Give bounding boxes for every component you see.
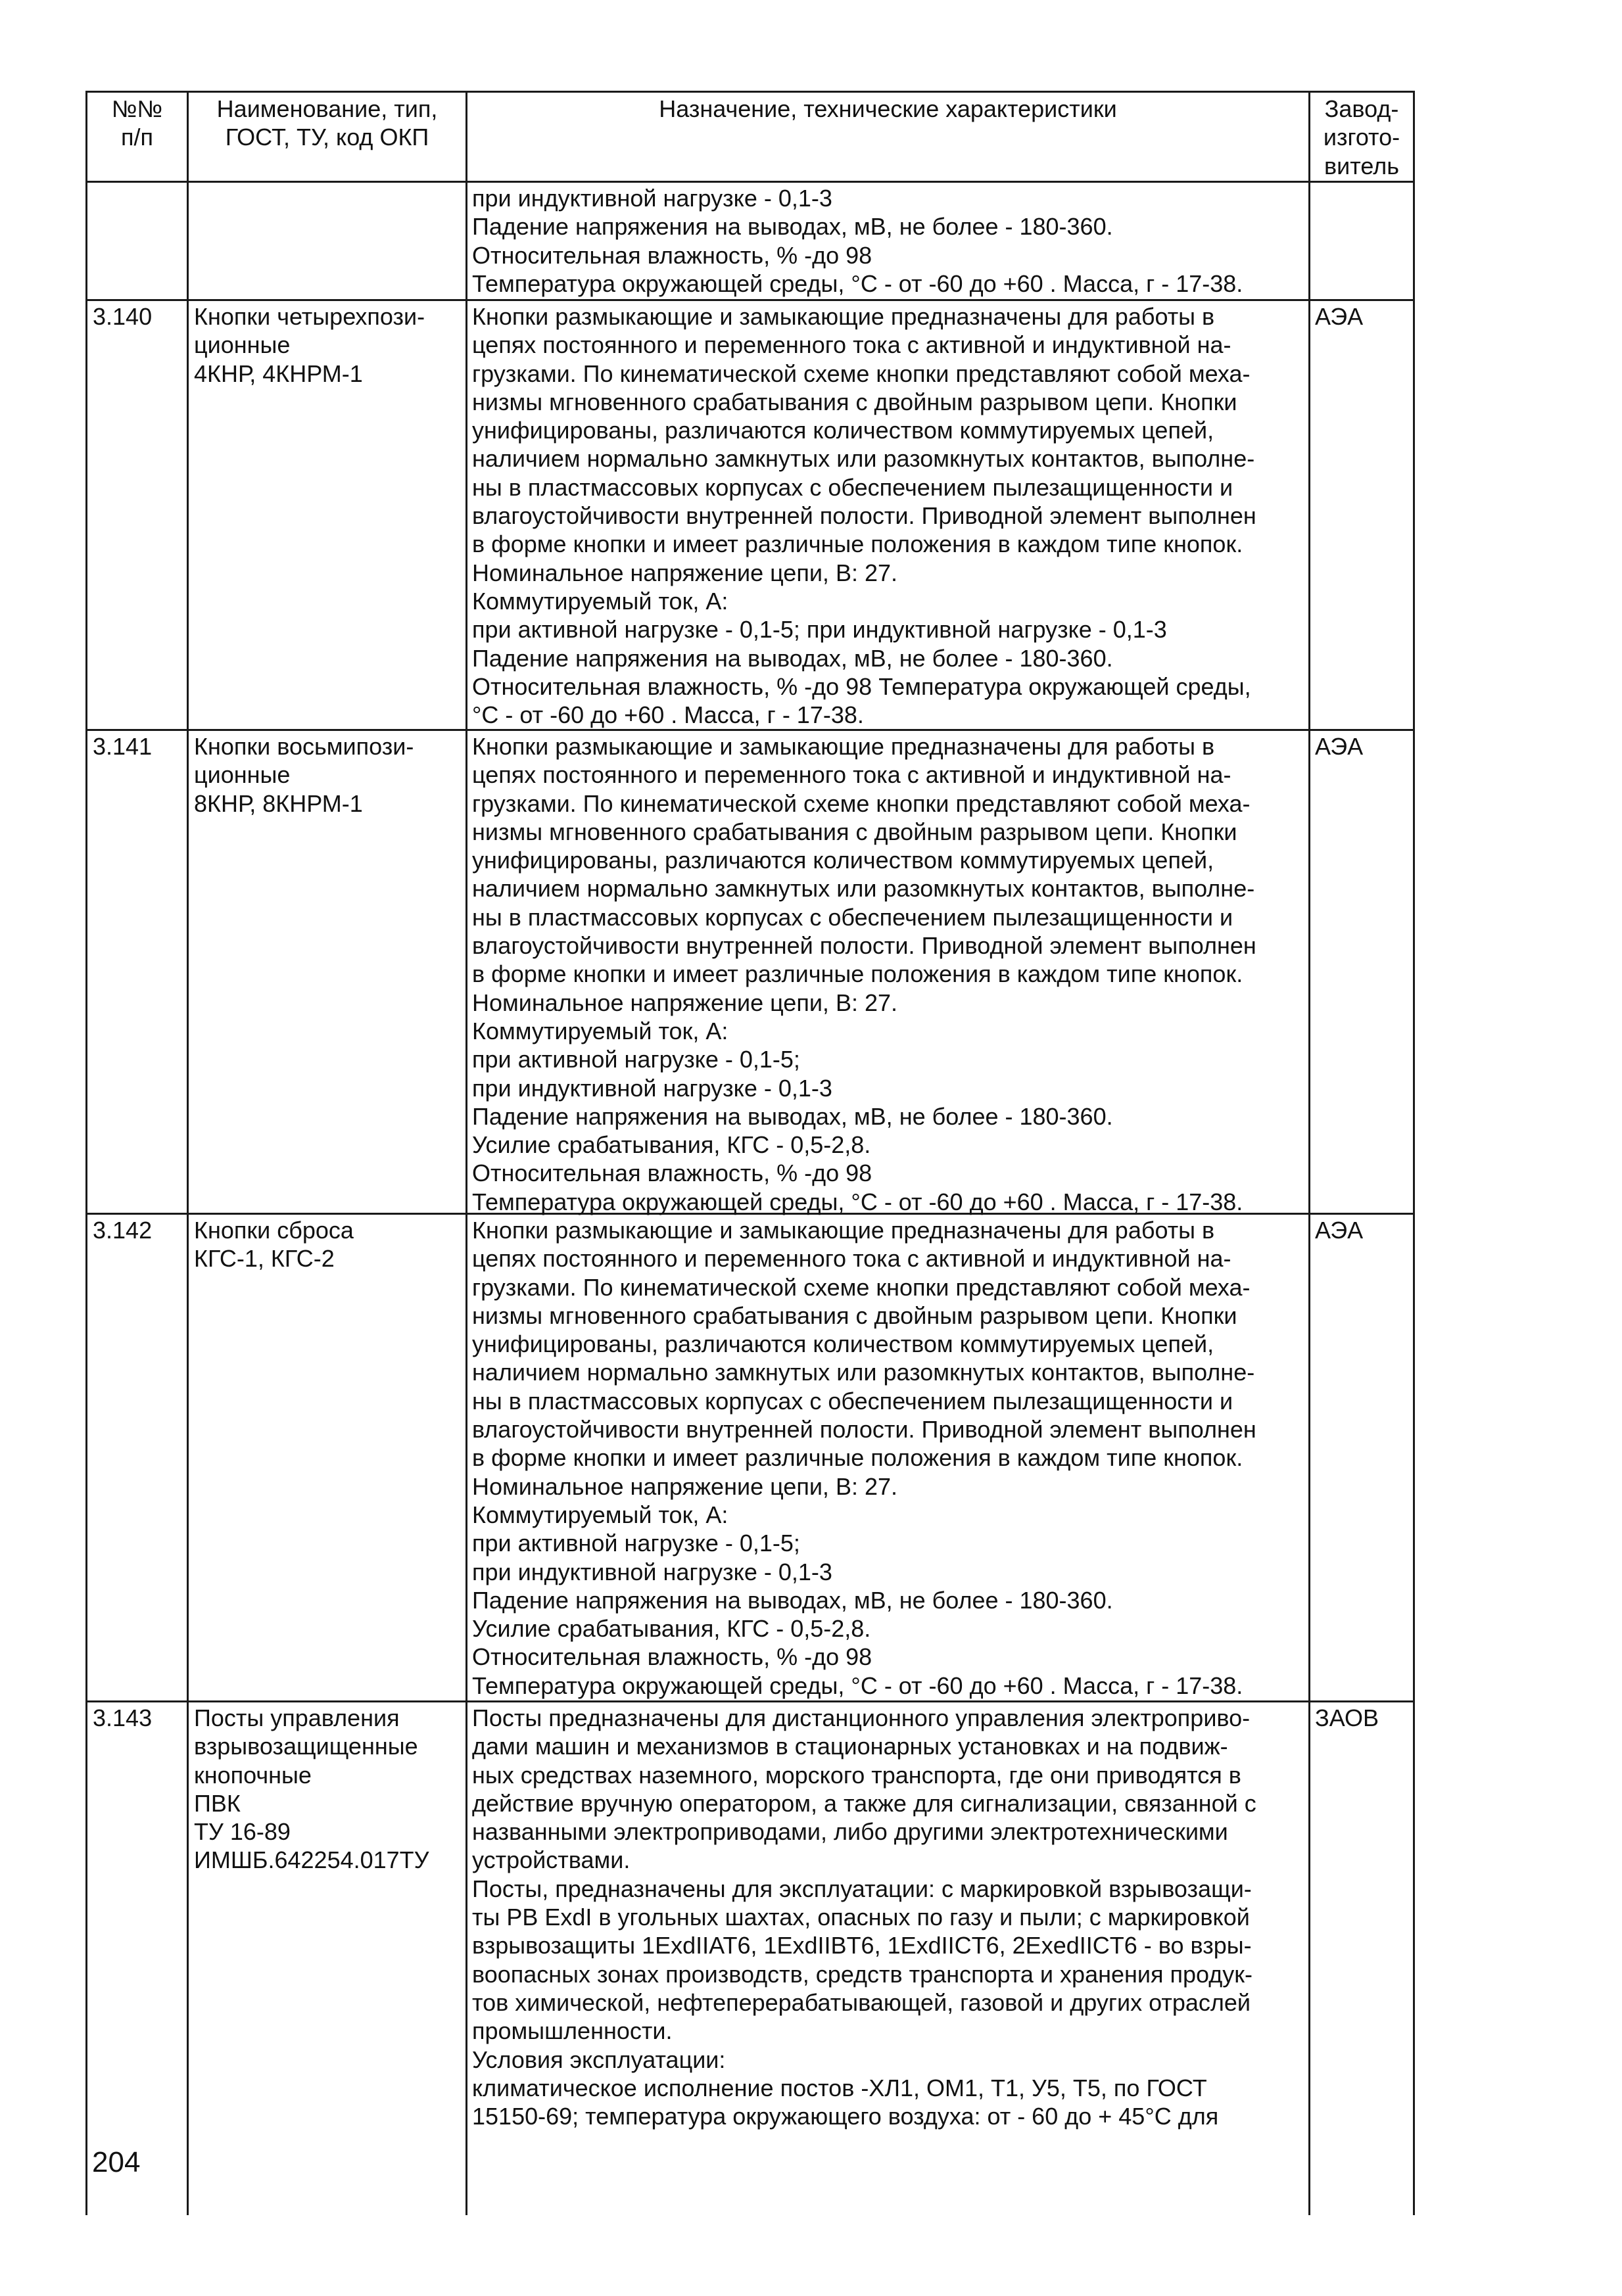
row-num: 3.140 [93,303,153,330]
row-name: Кнопки восьмипози- ционные 8КНР, 8КНРМ-1 [194,733,414,817]
row-description: Посты предназначены для дистанционного управления электроприво- дами машин и механизмов в стационарных установках и на подвиж- ных средствах наземного, морского транспорта, где они приводятся в действие вручную оператором, а также для сигнализации, связанной с названными электроприводами, либо другими электротехническими устройствами. Посты, предназначены для эксплуатации: с маркировкой взрывозащи- ты РВ ExdI в угольных шахтах, опасных по газу и пыли; с маркировкой взрывозащиты 1ExdIIAT6, 1ExdIIBT6, 1ExdIICT6, 2ExedIICT6 - во взры- воопасных зонах производств, средств транспорта и хранения продук- тов химической, нефтеперерабатывающей, газовой и других отраслей промышленности. Условия эксплуатации: климатическое исполнение постов -ХЛ1, ОМ1, Т1, У5, Т5, по ГОСТ 15150-69; температура окружающего воздуха: от - 60 до + 45°С для [472,1704,1256,2130]
row-manufacturer: АЭА [1315,733,1364,760]
row-description: Кнопки размыкающие и замыкающие предназначены для работы в цепях постоянного и переменного тока с активной и индуктивной на- грузками. По кинематической схеме кнопки представляют собой меха- низмы мгновенного срабатывания с двойным разрывом цепи. Кнопки унифицированы, различаются количеством коммутируемых цепей, наличием нормально замкнутых или разомкнутых контактов, выполне- ны в пластмассовых корпусах с обеспечением пылезащищенности и влагоустойчивости внутренней полости. Приводной элемент выполнен в форме кнопки и имеет различные положения в каждом типе кнопок. Номинальное напряжение цепи, В: 27. Коммутируемый ток, А: при активной нагрузке - 0,1-5; при индуктивной нагрузке - 0,1-3 Падение напряжения на выводах, мВ, не более - 180-360. Усилие срабатывания, КГС - 0,5-2,8. Относительная влажность, % -до 98 Температура окружающей среды, °С - от -60 до +60 . Масса, г - 17-38. [472,733,1256,1215]
header-name: Наименование, тип, ГОСТ, ТУ, код ОКП [216,95,438,151]
row-name: Кнопки сброса КГС-1, КГС-2 [194,1217,354,1273]
table-border-top [85,91,1415,93]
row-manufacturer: АЭА [1315,303,1364,330]
header-separator [85,181,1415,183]
page-number: 204 [92,2146,141,2178]
row-separator [85,1700,1415,1702]
row-manufacturer: АЭА [1315,1217,1364,1244]
row-num: 3.143 [93,1704,153,1731]
continuation-description: при индуктивной нагрузке - 0,1-3 Падение напряжения на выводах, мВ, не более - 180-360. Относительная влажность, % -до 98 Температура окружающей среды, °С - от -60 до +60 . Масса, г - 17-38. [472,185,1243,297]
column-divider [187,91,189,2215]
row-num: 3.142 [93,1217,153,1244]
header-description: Назначение, технические характеристики [659,95,1117,122]
row-manufacturer: ЗАОВ [1315,1704,1379,1731]
row-name: Посты управления взрывозащищенные кнопочные ПВК ТУ 16-89 ИМШБ.642254.017ТУ [194,1704,429,1874]
header-num: №№ п/п [111,95,163,151]
header-manufacturer: Завод- изгото- витель [1323,95,1400,179]
row-separator [85,299,1415,301]
column-divider [1308,91,1310,2215]
column-divider [465,91,467,2215]
table-border-left [85,91,87,2215]
row-description: Кнопки размыкающие и замыкающие предназначены для работы в цепях постоянного и переменного тока с активной и индуктивной на- грузками. По кинематической схеме кнопки представляют собой меха- низмы мгновенного срабатывания с двойным разрывом цепи. Кнопки унифицированы, различаются количеством коммутируемых цепей, наличием нормально замкнутых или разомкнутых контактов, выполне- ны в пластмассовых корпусах с обеспечением пылезащищенности и влагоустойчивости внутренней полости. Приводной элемент выполнен в форме кнопки и имеет различные положения в каждом типе кнопок. Номинальное напряжение цепи, В: 27. Коммутируемый ток, А: при активной нагрузке - 0,1-5; при индуктивной нагрузке - 0,1-3 Падение напряжения на выводах, мВ, не более - 180-360. Относительная влажность, % -до 98 Температура окружающей среды, °С - от -60 до +60 . Масса, г - 17-38. [472,303,1256,729]
table-border-right [1413,91,1415,2215]
row-num: 3.141 [93,733,153,760]
row-description: Кнопки размыкающие и замыкающие предназначены для работы в цепях постоянного и переменного тока с активной и индуктивной на- грузками. По кинематической схеме кнопки представляют собой меха- низмы мгновенного срабатывания с двойным разрывом цепи. Кнопки унифицированы, различаются количеством коммутируемых цепей, наличием нормально замкнутых или разомкнутых контактов, выполне- ны в пластмассовых корпусах с обеспечением пылезащищенности и влагоустойчивости внутренней полости. Приводной элемент выполнен в форме кнопки и имеет различные положения в каждом типе кнопок. Номинальное напряжение цепи, В: 27. Коммутируемый ток, А: при активной нагрузке - 0,1-5; при индуктивной нагрузке - 0,1-3 Падение напряжения на выводах, мВ, не более - 180-360. Усилие срабатывания, КГС - 0,5-2,8. Относительная влажность, % -до 98 Температура окружающей среды, °С - от -60 до +60 . Масса, г - 17-38. [472,1217,1256,1699]
row-name: Кнопки четырехпози- ционные 4КНР, 4КНРМ-1 [194,303,425,387]
